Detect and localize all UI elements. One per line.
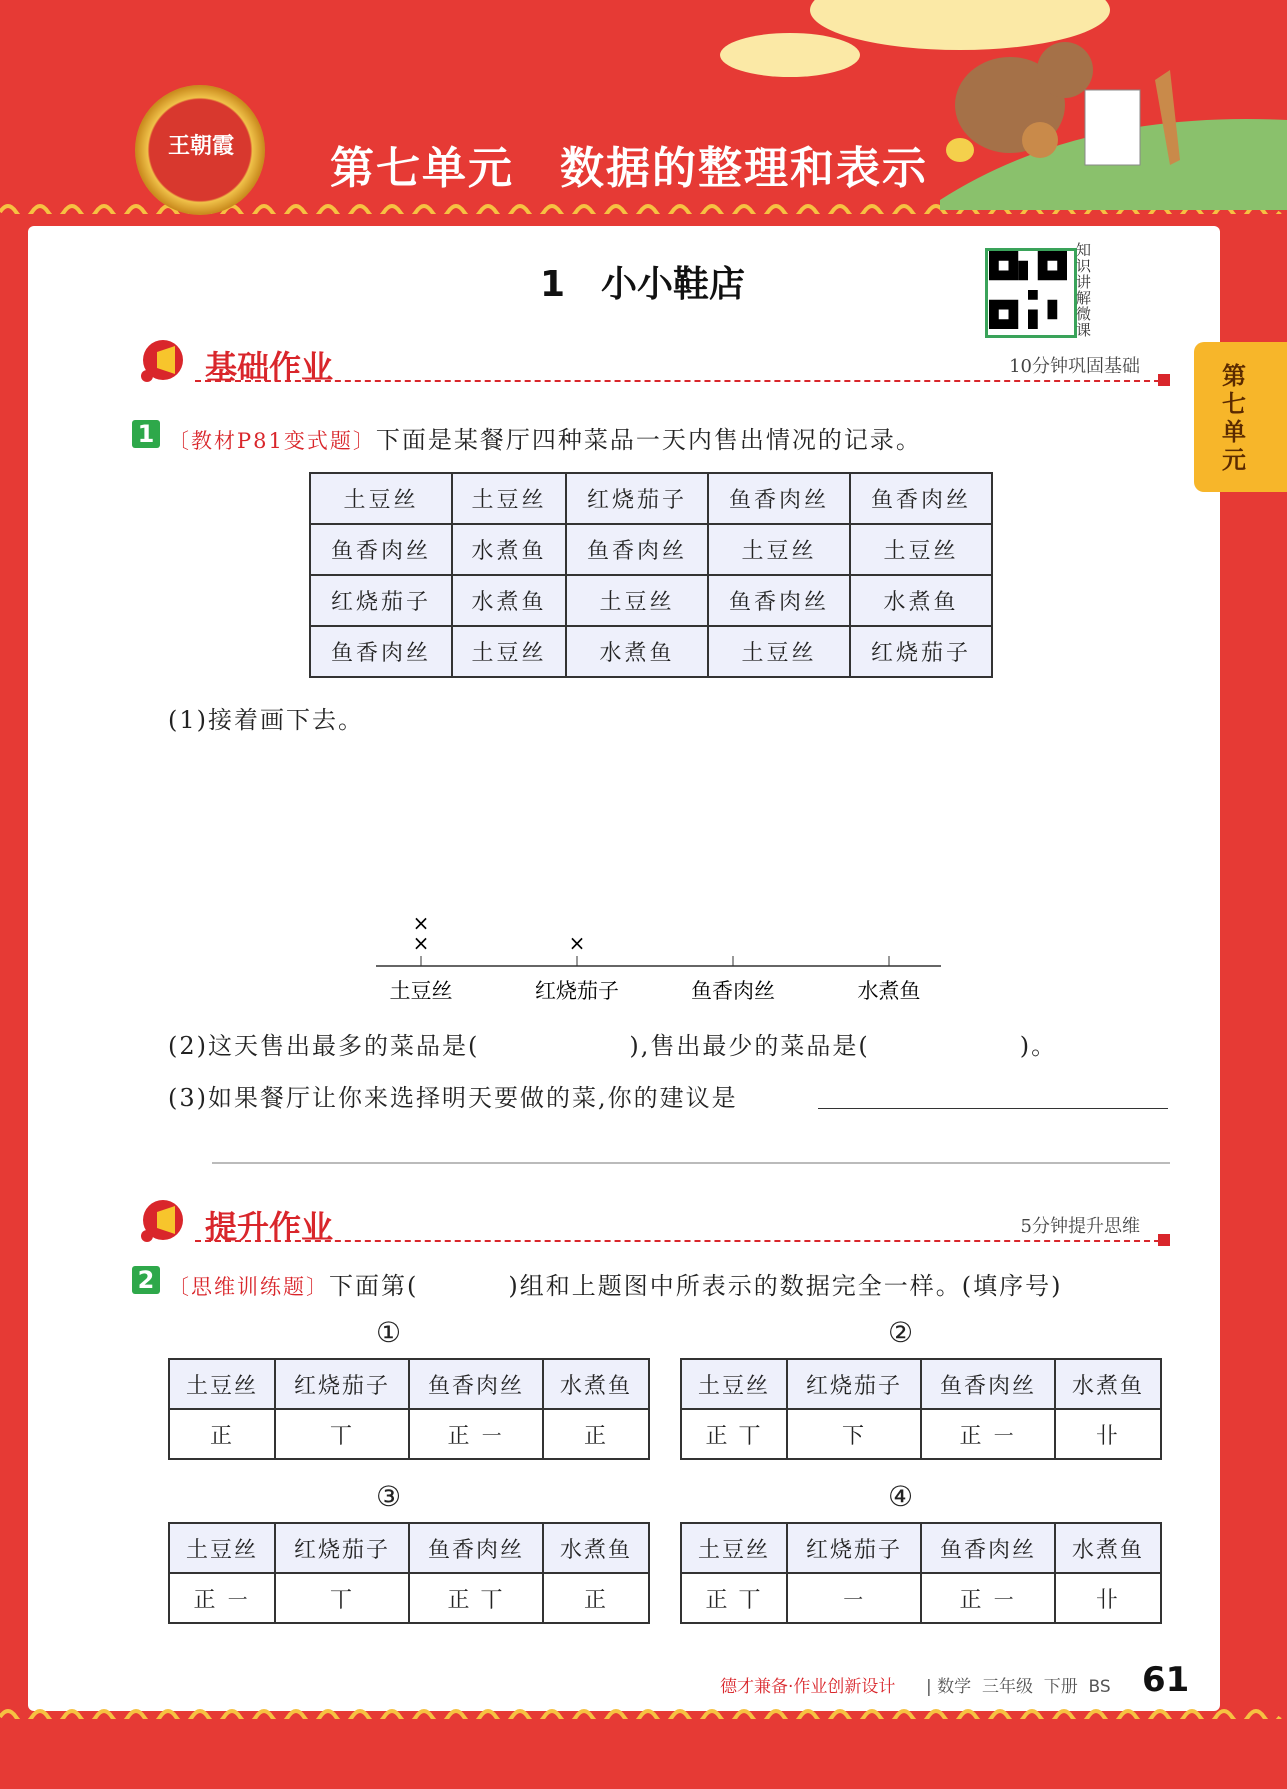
question-number: 2 xyxy=(132,1266,160,1294)
record-cell: 土豆丝 xyxy=(566,575,708,626)
record-cell: 红烧茄子 xyxy=(310,575,452,626)
header-cell: 土豆丝 xyxy=(169,1523,275,1573)
qr-code-icon[interactable] xyxy=(985,248,1077,338)
section-note: 10分钟巩固基础 xyxy=(1009,356,1140,377)
header-cell: 鱼香肉丝 xyxy=(409,1523,543,1573)
record-cell: 土豆丝 xyxy=(452,626,566,677)
record-cell: 红烧茄子 xyxy=(566,473,708,524)
tally-cell: 正 丅 xyxy=(409,1573,543,1623)
record-cell: 鱼香肉丝 xyxy=(566,524,708,575)
record-cell: 土豆丝 xyxy=(708,626,850,677)
record-cell: 水煮鱼 xyxy=(566,626,708,677)
chart-category-label: 水煮鱼 xyxy=(857,979,921,1003)
record-cell: 鱼香肉丝 xyxy=(310,626,452,677)
question-number: 1 xyxy=(132,420,160,448)
tally-chart xyxy=(376,900,941,1010)
megaphone-icon xyxy=(135,1196,187,1246)
section-divider xyxy=(195,1240,1170,1242)
option-table-3 xyxy=(168,1522,650,1624)
header-cell: 鱼香肉丝 xyxy=(409,1359,543,1409)
record-cell: 土豆丝 xyxy=(452,473,566,524)
header-cell: 土豆丝 xyxy=(169,1359,275,1409)
option-label: ④ xyxy=(888,1480,914,1513)
side-tab-label: 第七单元 xyxy=(1222,362,1246,474)
section-divider-end xyxy=(1158,1234,1170,1246)
option-label: ① xyxy=(376,1316,402,1349)
record-cell: 水煮鱼 xyxy=(850,575,992,626)
chart-cross-mark: × xyxy=(412,911,430,935)
tally-cell: 正 ㇐ xyxy=(409,1409,543,1459)
header-cell: 水煮鱼 xyxy=(1055,1359,1161,1409)
record-cell: 水煮鱼 xyxy=(452,524,566,575)
option-label: ② xyxy=(888,1316,914,1349)
divider xyxy=(212,1162,1170,1164)
option-label: ③ xyxy=(376,1480,402,1513)
sub2-text-b: ),售出最少的菜品是( xyxy=(629,1032,870,1060)
tally-cell: 正 xyxy=(169,1409,275,1459)
record-table xyxy=(309,472,993,678)
section-title: 基础作业 xyxy=(205,348,334,386)
record-cell: 土豆丝 xyxy=(850,524,992,575)
header-cell: 水煮鱼 xyxy=(543,1523,649,1573)
footer-wave-border xyxy=(0,1705,1287,1719)
header-cell: 鱼香肉丝 xyxy=(921,1359,1055,1409)
tally-cell: 卝 xyxy=(1055,1573,1161,1623)
question-text-b: )组和上题图中所表示的数据完全一样。(填序号) xyxy=(508,1272,1063,1300)
qr-label: 知识讲解微课 xyxy=(1076,241,1092,339)
tally-cell: 正 ㇐ xyxy=(169,1573,275,1623)
question-text-a: 下面第( xyxy=(329,1272,419,1300)
option-table-1 xyxy=(168,1358,650,1460)
record-cell: 鱼香肉丝 xyxy=(850,473,992,524)
chart-category-label: 鱼香肉丝 xyxy=(691,979,775,1003)
section-divider xyxy=(195,380,1170,382)
record-cell: 鱼香肉丝 xyxy=(708,473,850,524)
header-cell: 红烧茄子 xyxy=(787,1523,921,1573)
header-cell: 水煮鱼 xyxy=(1055,1523,1161,1573)
header-cell: 红烧茄子 xyxy=(275,1359,409,1409)
lesson-title: 1 小小鞋店 xyxy=(540,264,746,305)
sub2-text-a: (2)这天售出最多的菜品是( xyxy=(168,1032,480,1060)
answer-line-suggestion[interactable] xyxy=(818,1108,1168,1109)
tally-cell: 正 丅 xyxy=(681,1573,787,1623)
header-cell: 水煮鱼 xyxy=(543,1359,649,1409)
unit-title: 第七单元 数据的整理和表示 xyxy=(330,143,928,194)
chart-category-label: 土豆丝 xyxy=(389,979,453,1003)
chart-cross-mark: × xyxy=(412,931,430,955)
tally-cell: 正 xyxy=(543,1573,649,1623)
brand-logo xyxy=(135,85,265,215)
sub-question-2 xyxy=(168,1026,1057,1061)
chart-cross-mark: × xyxy=(568,931,586,955)
question-source: 〔教材P81变式题〕 xyxy=(168,429,376,453)
tally-cell: 丅 xyxy=(275,1573,409,1623)
section-divider-end xyxy=(1158,374,1170,386)
header-cell: 土豆丝 xyxy=(681,1359,787,1409)
question-1-stem xyxy=(168,420,922,455)
question-source: 〔思维训练题〕 xyxy=(168,1275,329,1299)
option-table-2 xyxy=(680,1358,1162,1460)
record-cell: 土豆丝 xyxy=(708,524,850,575)
tally-cell: 卝 xyxy=(1055,1409,1161,1459)
question-text: 下面是某餐厅四种菜品一天内售出情况的记录。 xyxy=(375,426,922,454)
footer-info: | 数学 三年级 下册 BS xyxy=(926,1677,1111,1697)
section-note: 5分钟提升思维 xyxy=(1020,1216,1140,1237)
record-cell: 鱼香肉丝 xyxy=(708,575,850,626)
sub2-text-c: )。 xyxy=(1019,1032,1058,1060)
section-title: 提升作业 xyxy=(205,1208,334,1246)
header-cell: 红烧茄子 xyxy=(275,1523,409,1573)
logo-name: 王朝霞 xyxy=(167,133,234,159)
footer-brand: 德才兼备·作业创新设计 xyxy=(720,1677,896,1697)
tally-cell: 下 xyxy=(787,1409,921,1459)
tally-cell: 丅 xyxy=(275,1409,409,1459)
header-cell: 土豆丝 xyxy=(681,1523,787,1573)
record-cell: 红烧茄子 xyxy=(850,626,992,677)
chart-category-label: 红烧茄子 xyxy=(535,979,619,1003)
question-2-stem xyxy=(168,1266,1062,1301)
sub-question-3: (3)如果餐厅让你来选择明天要做的菜,你的建议是 xyxy=(168,1084,738,1112)
tally-cell: 正 丅 xyxy=(681,1409,787,1459)
option-table-4 xyxy=(680,1522,1162,1624)
tally-cell: 正 xyxy=(543,1409,649,1459)
section-advanced-header xyxy=(135,1196,1170,1252)
section-basic-header xyxy=(135,336,1170,392)
tally-cell: ㇐ xyxy=(787,1573,921,1623)
record-cell: 土豆丝 xyxy=(310,473,452,524)
header-cell: 红烧茄子 xyxy=(787,1359,921,1409)
unit-side-tab xyxy=(1194,342,1287,492)
record-cell: 水煮鱼 xyxy=(452,575,566,626)
page-number: 61 xyxy=(1142,1660,1190,1700)
tally-cell: 正 ㇐ xyxy=(921,1573,1055,1623)
header-cell: 鱼香肉丝 xyxy=(921,1523,1055,1573)
sub-question-1: (1)接着画下去。 xyxy=(168,706,364,734)
record-cell: 鱼香肉丝 xyxy=(310,524,452,575)
tally-cell: 正 ㇐ xyxy=(921,1409,1055,1459)
megaphone-icon xyxy=(135,336,187,386)
